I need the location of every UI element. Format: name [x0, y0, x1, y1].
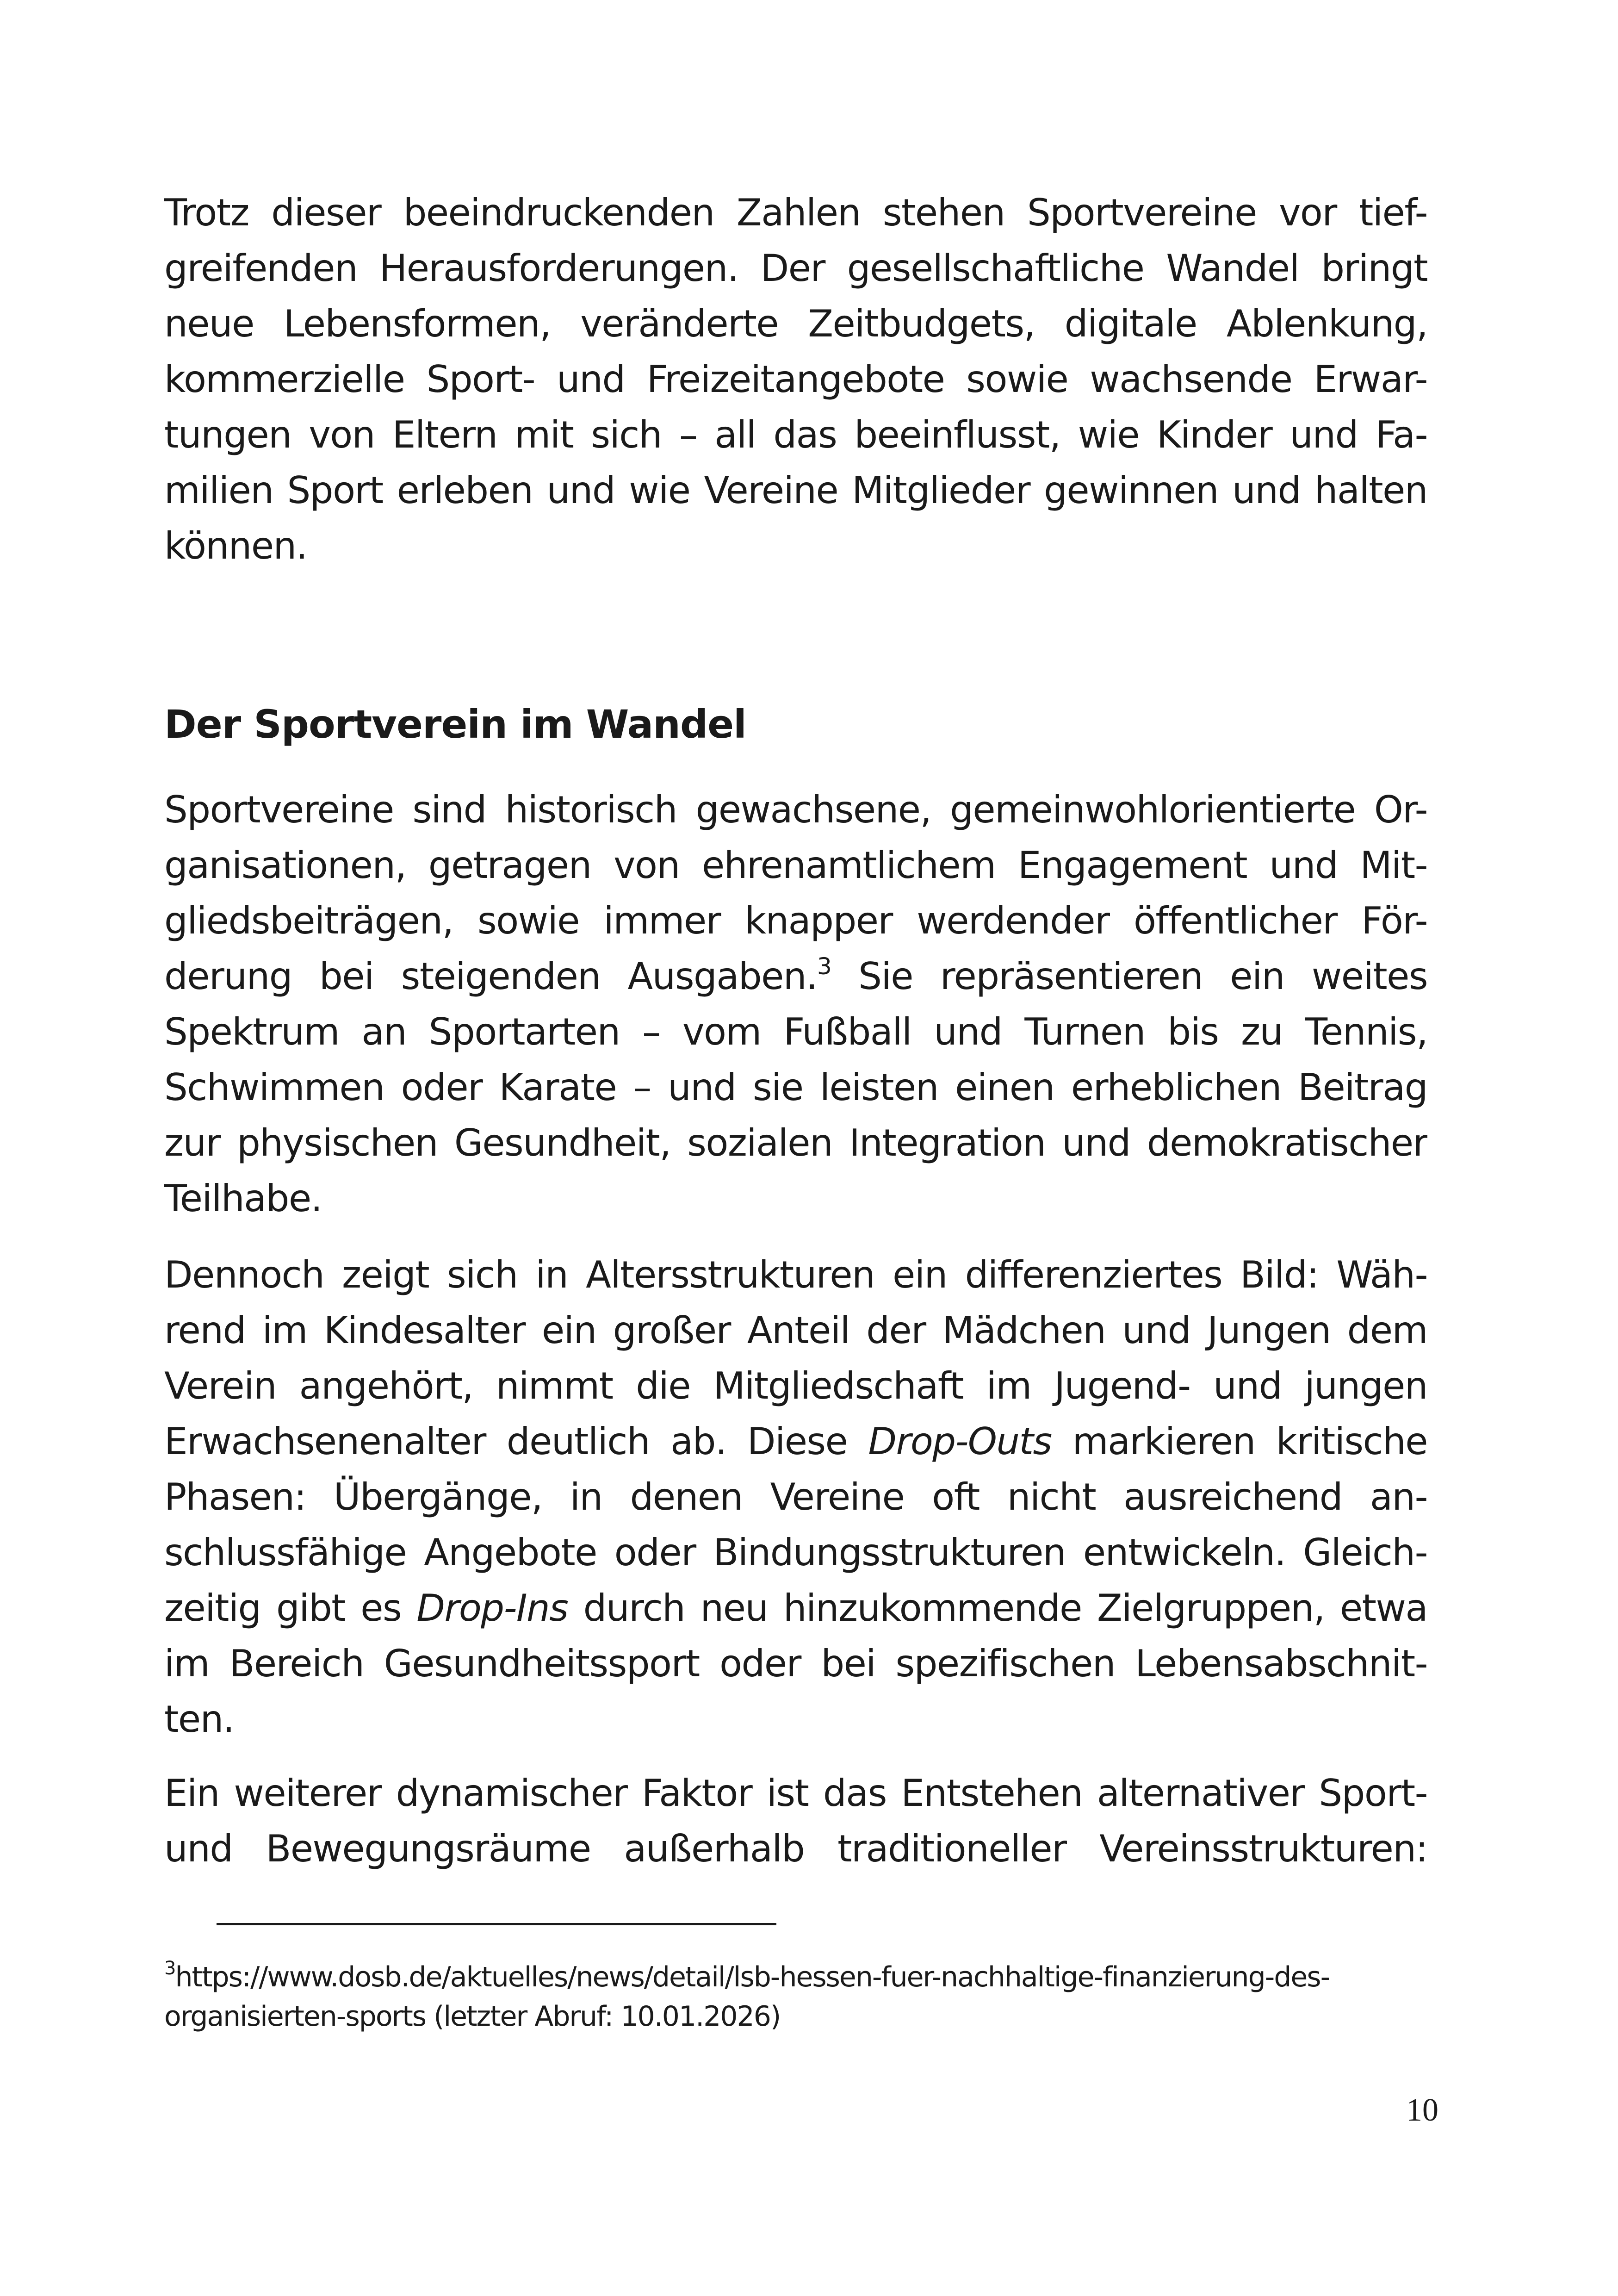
text-line: können.: [164, 524, 307, 567]
text-line: Schwimmen oder Karate – und sie leisten einen erheblichen Beitrag: [164, 1066, 1427, 1109]
text-line: Ein weiterer dynamischer Faktor ist das Entstehen alternativer Sport-: [164, 1772, 1427, 1815]
footnote-line: organisierten-sports (letzter Abruf: 10.01.2026): [164, 2000, 781, 2033]
footnote-link[interactable]: https://www.dosb.de/aktuelles/news/detail/lsb-hessen-fuer-nachhaltige-finanzierung-des-: [175, 1961, 1330, 1993]
footnote-line: [164, 1958, 1427, 1997]
footnote-reference[interactable]: 3: [817, 953, 831, 980]
text-segment: Erwachsenenalter deutlich ab. Diese: [164, 1420, 868, 1463]
text-line: ganisationen, getragen von ehrenamtlichem Engagement und Mit-: [164, 844, 1427, 887]
text-segment: Sie repräsentieren ein weites: [831, 955, 1427, 998]
text-line: rend im Kindesalter ein großer Anteil der Mädchen und Jungen dem: [164, 1309, 1427, 1352]
text-segment: markieren kritische: [1051, 1420, 1427, 1463]
text-line: gliedsbeiträgen, sowie immer knapper werdender öffentlicher För-: [164, 899, 1427, 942]
text-segment: derung bei steigenden Ausgaben.: [164, 955, 817, 998]
page-number: 10: [1406, 2092, 1438, 2128]
text-line: milien Sport erleben und wie Vereine Mitglieder gewinnen und halten: [164, 469, 1427, 512]
paragraph-bewegungsraeume: [164, 1766, 1427, 1877]
text-line-with-footnote: [164, 949, 1427, 1004]
text-line: im Bereich Gesundheitssport oder bei spezifischen Lebensabschnit-: [164, 1642, 1427, 1685]
paragraph-intro: [164, 185, 1427, 574]
text-line: greifenden Herausforderungen. Der gesellschaftliche Wandel bringt: [164, 247, 1427, 290]
footnote: [164, 1958, 1427, 2036]
text-line: neue Lebensformen, veränderte Zeitbudgets, digitale Ablenkung,: [164, 302, 1427, 345]
text-line: Trotz dieser beeindruckenden Zahlen stehen Sportvereine vor tief-: [164, 191, 1427, 234]
text-line: Spektrum an Sportarten – vom Fußball und Turnen bis zu Tennis,: [164, 1010, 1427, 1053]
emphasis-drop-ins: Drop-Ins: [416, 1587, 568, 1630]
paragraph-altersstrukturen: [164, 1247, 1427, 1747]
text-line: tungen von Eltern mit sich – all das beeinflusst, wie Kinder und Fa-: [164, 413, 1427, 456]
text-line-with-emphasis: [164, 1414, 1427, 1469]
text-line-with-emphasis: [164, 1580, 1427, 1636]
text-segment: zeitig gibt es: [164, 1587, 417, 1630]
text-line: schlussfähige Angebote oder Bindungsstrukturen entwickeln. Gleich-: [164, 1531, 1427, 1574]
text-line: Phasen: Übergänge, in denen Vereine oft nicht ausreichend an-: [164, 1475, 1427, 1518]
text-line: Sportvereine sind historisch gewachsene, gemeinwohlorientierte Or-: [164, 788, 1427, 831]
section-heading: Der Sportverein im Wandel: [164, 702, 746, 747]
text-line: zur physischen Gesundheit, sozialen Integration und demokratischer: [164, 1121, 1427, 1164]
emphasis-drop-outs: Drop-Outs: [868, 1420, 1052, 1463]
text-line: Verein angehört, nimmt die Mitgliedschaft im Jugend- und jungen: [164, 1364, 1427, 1407]
text-line: Dennoch zeigt sich in Altersstrukturen ein differenziertes Bild: Wäh-: [164, 1253, 1427, 1296]
paragraph-sportverein: [164, 782, 1427, 1226]
text-line: und Bewegungsräume außerhalb traditioneller Vereinsstrukturen:: [164, 1827, 1427, 1870]
text-segment: durch neu hinzukommende Zielgruppen, etwa: [568, 1587, 1427, 1630]
text-line: kommerzielle Sport- und Freizeitangebote sowie wachsende Erwar-: [164, 358, 1427, 401]
text-line: ten.: [164, 1698, 234, 1741]
text-line: Teilhabe.: [164, 1177, 322, 1220]
footnote-number: 3: [164, 1958, 175, 1979]
footnote-separator: [217, 1923, 776, 1925]
